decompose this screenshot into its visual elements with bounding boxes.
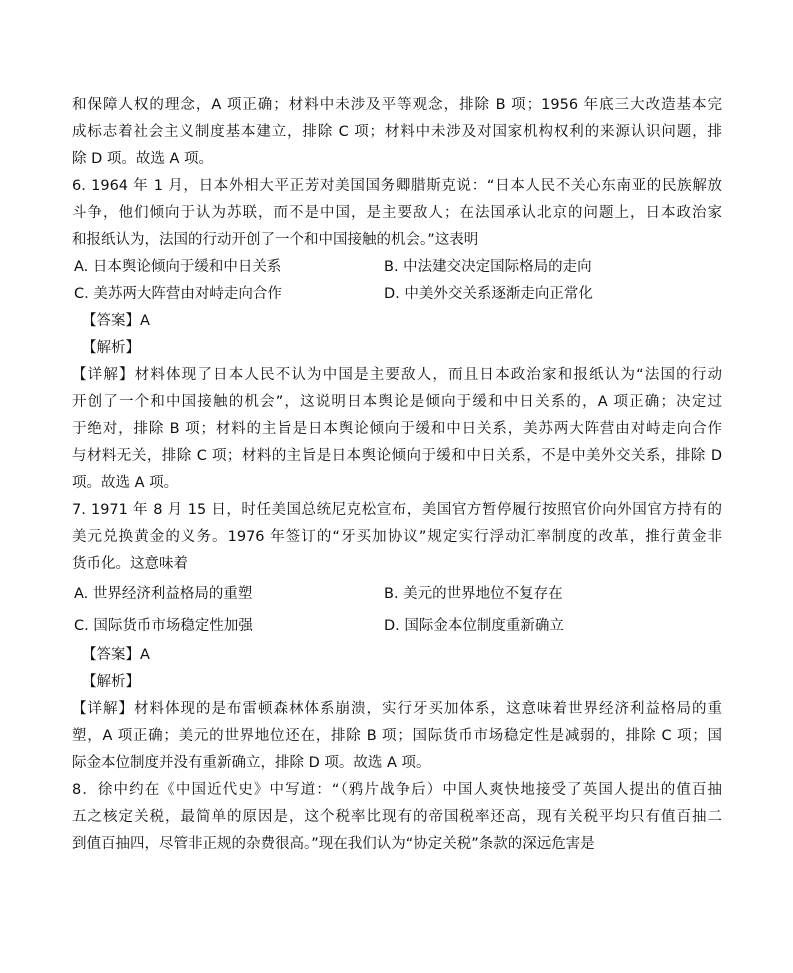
text-line: 和保障人权的理念，A 项正确；材料中未涉及平等观念，排除 B 项；1956 年底三大改造基本完: [72, 97, 722, 113]
question-8: [72, 777, 722, 858]
detail-line: 【详解】材料体现的是布雷顿森林体系崩溃，实行牙买加体系，这意味着世界经济利益格局的重: [72, 701, 722, 717]
document-page: [72, 92, 722, 858]
options-row: [72, 578, 722, 610]
question-6: [72, 173, 722, 497]
answer-label: 【答案】A: [82, 647, 150, 663]
text-line: 成标志着社会主义制度基本建立，排除 C 项；材料中未涉及对国家机构权利的来源认识问题，排: [72, 124, 722, 140]
analysis-label: 【解析】: [82, 340, 140, 356]
question-stem-line: 货币化。这意味着: [72, 556, 188, 572]
options-row: [72, 610, 722, 642]
answer-label: 【答案】A: [82, 313, 150, 329]
option-b: B. 中法建交决定国际格局的走向: [384, 259, 592, 275]
detail-line: 项。故选 A 项。: [72, 475, 179, 491]
option-a: A. 日本舆论倾向于缓和中日关系: [74, 259, 282, 275]
q5-explanation-tail: [72, 92, 722, 173]
question-stem-line: 7. 1971 年 8 月 15 日，时任美国总统尼克松宣布，美国官方暂停履行按照官价向外国官方持有的: [72, 502, 722, 518]
option-d: D. 国际金本位制度重新确立: [384, 618, 564, 634]
detail-line: 开创了一个和中国接触的机会”，这说明日本舆论是倾向于缓和中日关系的，A 项正确；决定过: [72, 394, 722, 410]
option-c: C. 国际货币市场稳定性加强: [74, 618, 253, 634]
text-line: 除 D 项。故选 A 项。: [72, 151, 214, 167]
question-stem-line: 到值百抽四，尽管非正规的杂费很高。”现在我们认为“协定关税”条款的深远危害是: [72, 836, 595, 852]
option-a: A. 世界经济利益格局的重塑: [74, 586, 253, 602]
detail-line: 【详解】材料体现了日本人民不认为中国是主要敌人，而且日本政治家和报纸认为“法国的行动: [72, 367, 722, 383]
detail-line: 于绝对，排除 B 项；材料的主旨是日本舆论倾向于缓和中日关系，美苏两大阵营由对峙走向合作: [72, 421, 722, 437]
options-row: [72, 281, 722, 308]
question-stem-line: 8．徐中约在《中国近代史》中写道：“（鸦片战争后）中国人爽快地接受了英国人提出的值百抽: [72, 782, 722, 798]
question-stem-line: 美元兑换黄金的义务。1976 年签订的“牙买加协议”规定实行浮动汇率制度的改革，推行黄金非: [72, 529, 722, 545]
detail-line: 际金本位制度并没有重新确立，排除 D 项。故选 A 项。: [72, 755, 431, 771]
option-b: B. 美元的世界地位不复存在: [384, 586, 563, 602]
detail-line: 与材料无关，排除 C 项；材料的主旨是日本舆论倾向于缓和中日关系，不是中美外交关系，排除 D: [72, 448, 722, 464]
detail-line: 塑，A 项正确；美元的世界地位还在，排除 B 项；国际货币市场稳定性是减弱的，排除 C 项；国: [72, 728, 722, 744]
option-d: D. 中美外交关系逐渐走向正常化: [384, 286, 593, 302]
question-stem-line: 6. 1964 年 1 月，日本外相大平正芳对美国国务卿腊斯克说：“日本人民不关心东南亚的民族解放: [72, 178, 722, 194]
question-stem-line: 和报纸认为，法国的行动开创了一个和中国接触的机会。”这表明: [72, 232, 479, 248]
question-stem-line: 五之核定关税，最简单的原因是，这个税率比现有的帝国税率还高，现有关税平均只有值百抽二: [72, 809, 722, 825]
question-7: [72, 497, 722, 777]
question-stem-line: 斗争，他们倾向于认为苏联，而不是中国，是主要敌人；在法国承认北京的问题上，日本政治家: [72, 205, 722, 221]
analysis-label: 【解析】: [82, 674, 140, 690]
option-c: C. 美苏两大阵营由对峙走向合作: [74, 286, 282, 302]
options-row: [72, 254, 722, 281]
